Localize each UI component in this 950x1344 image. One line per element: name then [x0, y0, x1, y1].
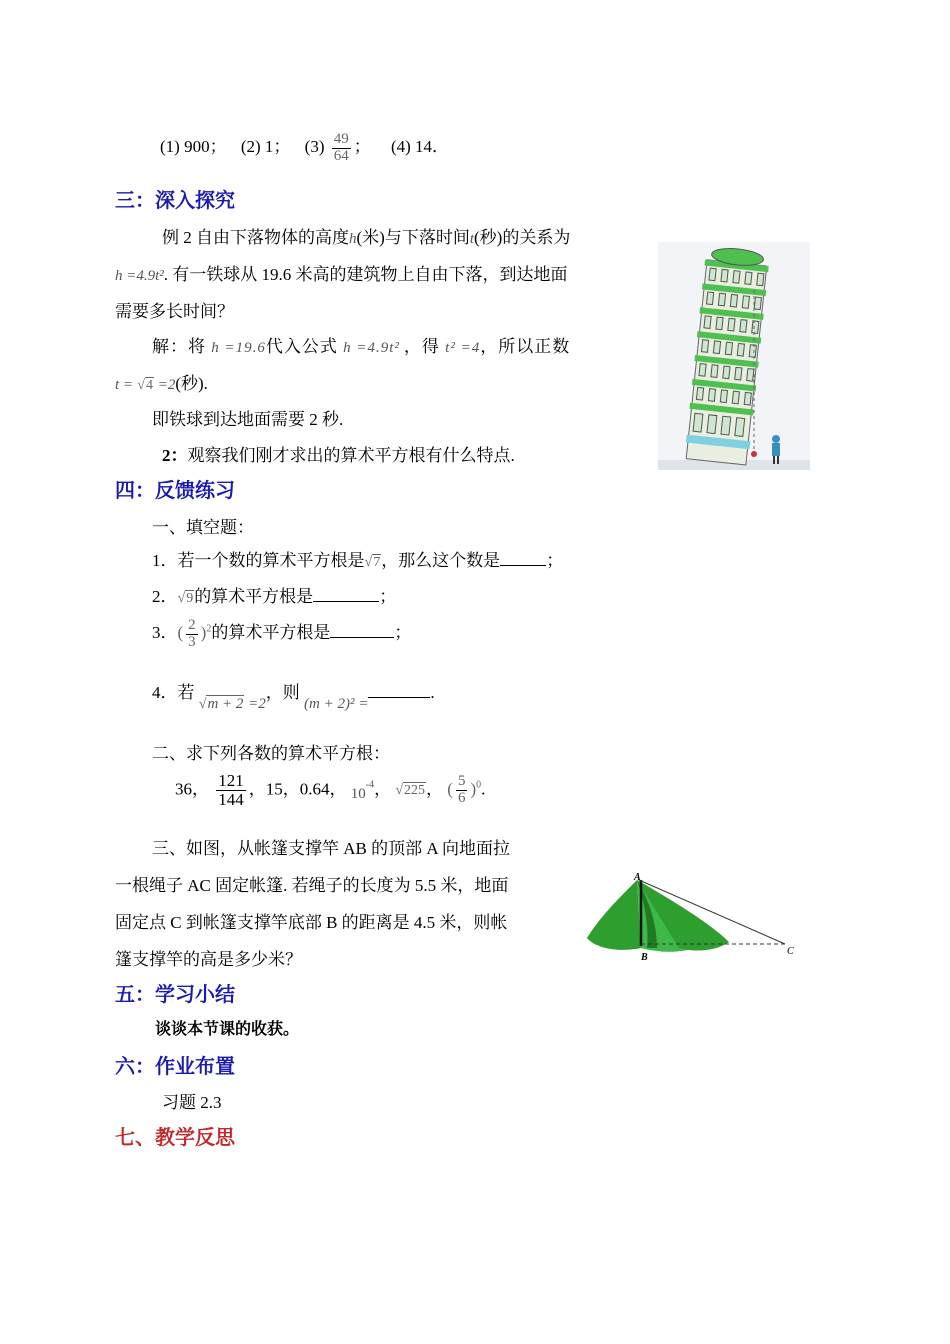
fill-item-3 — [152, 618, 411, 651]
answer-3-fraction: $\frac{49}{64}$ — [333, 130, 349, 164]
section-5-heading: 五：学习小结 — [115, 982, 235, 1006]
ex2-text-c: (秒)的关系为 — [474, 228, 571, 247]
tent-problem-line-4: 篷支撑竿的高是多少米？ — [115, 950, 302, 969]
fill-4-blank[interactable] — [368, 683, 430, 698]
fill-2-number: 2． — [152, 587, 178, 606]
ex2-text-b: (米)与下落时间 — [356, 228, 470, 247]
label-B: B — [641, 952, 648, 963]
sol-formula: h =4.9t² — [343, 340, 400, 356]
section-3-heading: 三：深入探究 — [115, 188, 235, 212]
list-sep-1: ， — [374, 779, 392, 799]
fill-4-text-a: 4．若 — [152, 683, 195, 702]
conclusion-line: 即铁球到达地面需要 2 秒. — [152, 410, 344, 429]
solution-line-2 — [115, 369, 208, 394]
power-exponent: -4 — [365, 779, 375, 791]
tent-problem-line-1: 三、如图，从帐篷支撑竿 AB 的顶部 A 向地面拉 — [152, 839, 510, 858]
tent-figure — [583, 868, 803, 964]
fill-2-blank[interactable] — [313, 587, 379, 602]
sol-text-c: ，得 — [403, 337, 440, 356]
paren-close-2: ) — [470, 779, 477, 799]
fill-3-text: 的算术平方根是 — [211, 623, 331, 643]
sol-seconds: (秒). — [175, 374, 208, 393]
tent-problem-line-2: 一根绳子 AC 固定帐篷. 若绳子的长度为 5.5 米，地面 — [115, 876, 509, 895]
list-sep-2: ， — [426, 779, 444, 799]
sol-text-b: 代入公式 — [265, 337, 338, 356]
fill-1-blank[interactable] — [500, 551, 546, 566]
ex2-text-d: . 有一铁球从 19.6 米高的建筑物上自由下落，到达地面 — [163, 265, 568, 284]
leaning-tower-illustration — [658, 242, 810, 470]
sqrt-9: √9 — [177, 591, 194, 606]
example-2-line-1 — [162, 223, 570, 248]
answers-line — [160, 130, 449, 164]
summary-text: 谈谈本节课的收获。 — [155, 1019, 300, 1038]
fill-3-number: 3． — [152, 623, 178, 643]
fill-1-text-a: 1．若一个数的算术平方根是 — [152, 551, 365, 570]
sol-text-d: ，所以正数 — [480, 337, 571, 356]
fill-item-4 — [152, 678, 435, 712]
fraction-2-3: $\frac{2}{3}$ — [188, 617, 196, 650]
ex2-text-a: 例 2 自由下落物体的高度 — [162, 228, 349, 247]
question-2-line — [162, 441, 515, 466]
fill-1-text-b: ，那么这个数是 — [381, 551, 501, 570]
fill-item-1 — [152, 546, 563, 571]
list-end: . — [481, 779, 486, 799]
paren-open: ( — [177, 623, 184, 643]
number-36: 36， — [175, 779, 209, 799]
paren-close: ) — [200, 623, 207, 643]
label-C: C — [787, 946, 794, 957]
fill-2-text: 的算术平方根是 — [194, 587, 314, 606]
sqrt-225: √225 — [395, 783, 426, 799]
fill-2-sep: ； — [379, 587, 397, 606]
sqrt-m-plus-2: √m + 2 =2 — [198, 696, 266, 712]
paren-open-2: ( — [447, 779, 453, 799]
solution-line-1 — [152, 332, 570, 357]
section-6-heading: 六：作业布置 — [115, 1054, 235, 1078]
fill-4-text-b: ，则 — [265, 683, 300, 702]
example-2-line-2 — [115, 260, 568, 285]
answer-2: (2) 1； — [240, 137, 291, 156]
var-t: t — [469, 231, 474, 247]
fill-4-end: . — [430, 683, 435, 702]
formula: h =4.9t² — [115, 268, 164, 284]
fraction-121-144: $\frac{121}{144}$ — [218, 771, 244, 809]
fill-item-2 — [152, 582, 396, 607]
fill-blank-title: 一、填空题： — [152, 518, 254, 537]
sqrt-4: √4 — [137, 378, 153, 393]
tent-problem-line-3: 固定点 C 到帐篷支撑竿底部 B 的距离是 4.5 米，则帐 — [115, 913, 508, 932]
answer-3-sep: ； — [353, 137, 371, 156]
question-2-number: 2： — [162, 446, 188, 465]
fill-3-sep: ； — [394, 623, 412, 643]
homework-text: 习题 2.3 — [162, 1093, 222, 1112]
sol-t: t = — [115, 377, 134, 393]
numbers-rest: ，15，0.64， — [248, 779, 347, 799]
fill-3-blank[interactable] — [330, 623, 394, 638]
power-base: 10 — [350, 786, 366, 803]
sol-eq: =2 — [153, 377, 176, 393]
answer-3-label: (3) — [304, 137, 325, 156]
fill-4-expression: (m + 2)² = — [304, 696, 369, 712]
list-title: 二、求下列各数的算术平方根： — [152, 744, 390, 763]
sol-h: h =19.6 — [211, 340, 266, 356]
example-2-line-3: 需要多长时间？ — [115, 302, 234, 321]
sol-t2: t² =4 — [445, 340, 481, 356]
label-A: A — [634, 872, 641, 883]
fill-1-sep: ； — [546, 551, 564, 570]
var-h: h — [349, 231, 357, 247]
sol-text-a: 解：将 — [152, 337, 206, 356]
question-2-text: 观察我们刚才求出的算术平方根有什么特点. — [187, 446, 515, 465]
exponent-2: 2 — [206, 623, 212, 635]
fill-4-eq: =2 — [244, 696, 266, 712]
sqrt-7: √7 — [364, 555, 381, 570]
answer-4: (4) 14． — [390, 137, 450, 156]
numbers-list — [175, 772, 485, 809]
exponent-0: 0 — [476, 779, 482, 791]
answer-1: (1) 900； — [160, 137, 227, 156]
section-4-heading: 四：反馈练习 — [115, 478, 235, 502]
section-7-heading: 七、教学反思 — [115, 1125, 235, 1149]
fraction-5-6: $\frac{5}{6}$ — [457, 773, 466, 806]
